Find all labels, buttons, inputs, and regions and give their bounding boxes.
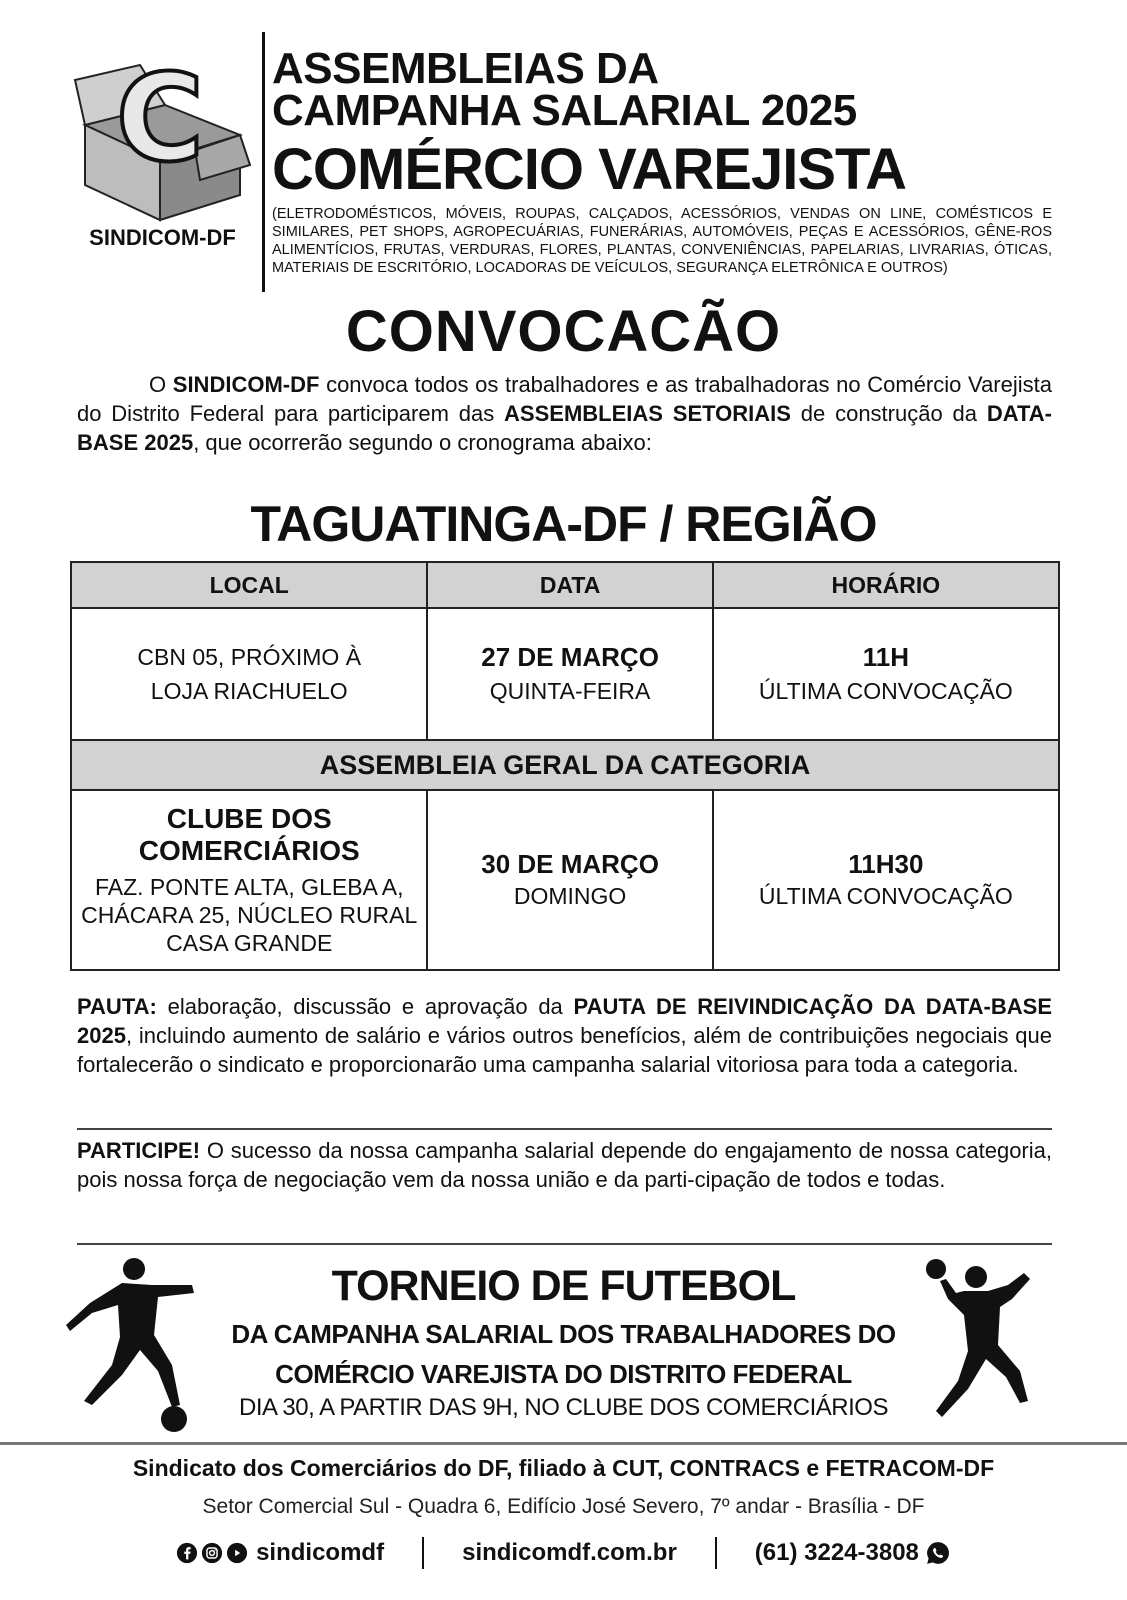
divider [77, 1128, 1052, 1130]
instagram-icon[interactable] [201, 1542, 223, 1564]
table-header-row [71, 562, 1059, 608]
footer-contacts [0, 1533, 1127, 1573]
sectors-list: (ELETRODOMÉSTICOS, MÓVEIS, ROUPAS, CALÇADOS, ACESSÓRIOS, VENDAS ON LINE, COMÉSTICOS E SIMILARES, PET SHOPS, AGROPECUÁRIAS, FUNERÁRIAS, AUTOMÓVEIS, PEÇAS E ACESSÓRIOS, GÊNE-ROS ALIMENTÍCIOS, FRUTAS, VERDURAS, FLORES, PLANTAS, CONVENIÊNCIAS, PAPELARIAS, LIVRARIAS, ÓTICAS, MATERIAIS DE ESCRITÓRIO, LOCADORAS DE VEÍCULOS, SEGURANÇA ELETRÔNICA E OUTROS) [272, 206, 1052, 276]
soccer-player-icon [62, 1255, 212, 1433]
header-data: DATA [427, 562, 712, 608]
divider [0, 1442, 1127, 1445]
footer-social-handle[interactable]: sindicomdf [256, 1539, 385, 1566]
title-line-1: ASSEMBLEIAS DA [272, 44, 659, 93]
header-local: LOCAL [71, 562, 427, 608]
torneio-details: DIA 30, A PARTIR DAS 9H, NO CLUBE DOS COMERCIÁRIOS [239, 1394, 888, 1421]
social-icons [176, 1542, 248, 1564]
row1-date: 27 DE MARÇO QUINTA-FEIRA [427, 608, 712, 740]
table-row [71, 790, 1059, 970]
participe-paragraph: PARTICIPE! O sucesso da nossa campanha salarial depende do engajamento de nossa categoria, pois nossa força de negociação vem da nossa união e da parti-cipação de todos e todas. [77, 1138, 1052, 1192]
header-horario: HORÁRIO [713, 562, 1059, 608]
torneio-title: TORNEIO DE FUTEBOL [331, 1262, 796, 1310]
separator [422, 1537, 424, 1569]
facebook-icon[interactable] [176, 1542, 198, 1564]
footer-address: Setor Comercial Sul - Quadra 6, Edifício José Severo, 7º andar - Brasília - DF [202, 1495, 925, 1518]
title-line-2: CAMPANHA SALARIAL 2025 [272, 86, 857, 135]
table-row [71, 608, 1059, 740]
row2-date: 30 DE MARÇO DOMINGO [427, 790, 712, 970]
youtube-icon[interactable] [226, 1542, 248, 1564]
divider [77, 1243, 1052, 1245]
footer-org: Sindicato dos Comerciários do DF, filiado à CUT, CONTRACS e FETRACOM-DF [132, 1455, 995, 1481]
row2-time: 11H30 ÚLTIMA CONVOCAÇÃO [713, 790, 1059, 970]
pauta-paragraph: PAUTA: elaboração, discussão e aprovação da PAUTA DE REIVINDICAÇÃO DA DATA-BASE 2025, incluindo aumento de salário e vários outros benefícios, além de contribuições negociais que fortalecerão o sindicato e proporcionarão uma campanha salarial vitoriosa para toda a categoria. [77, 994, 1052, 1077]
logo-letter: C [115, 55, 205, 189]
footer-phone[interactable]: (61) 3224-3808 [754, 1539, 919, 1566]
row1-time: 11H ÚLTIMA CONVOCAÇÃO [713, 608, 1059, 740]
schedule-table [70, 561, 1060, 971]
handball-player-icon [924, 1255, 1044, 1430]
divider [262, 32, 265, 292]
region-title: TAGUATINGA-DF / REGIÃO [250, 496, 877, 552]
convocacao-intro: O SINDICOM-DF convoca todos os trabalhadores e as trabalhadoras no Comércio Varejista do Distrito Federal para participarem das ASSEMBLEIAS SETORIAIS de construção da DATA-BASE 2025, que ocorrerão segundo o cronograma abaixo: [77, 372, 1052, 455]
row1-local: CBN 05, PRÓXIMO À LOJA RIACHUELO [71, 608, 427, 740]
general-assembly-band: ASSEMBLEIA GERAL DA CATEGORIA [71, 740, 1059, 790]
row2-local: CLUBE DOS COMERCIÁRIOS FAZ. PONTE ALTA, GLEBA A, CHÁCARA 25, NÚCLEO RURAL CASA GRANDE [71, 790, 427, 970]
torneio-subtitle: DA CAMPANHA SALARIAL DOS TRABALHADORES DO COMÉRCIO VAREJISTA DO DISTRITO FEDERAL [231, 1319, 896, 1389]
logo-name: SINDICOM-DF [89, 225, 236, 250]
convocacao-title: CONVOCACÃO [345, 299, 782, 364]
footer-website[interactable]: sindicomdf.com.br [462, 1539, 677, 1566]
whatsapp-icon[interactable] [925, 1540, 951, 1566]
title-main: COMÉRCIO VAREJISTA [272, 137, 907, 202]
title-block [272, 44, 857, 135]
separator [715, 1537, 717, 1569]
